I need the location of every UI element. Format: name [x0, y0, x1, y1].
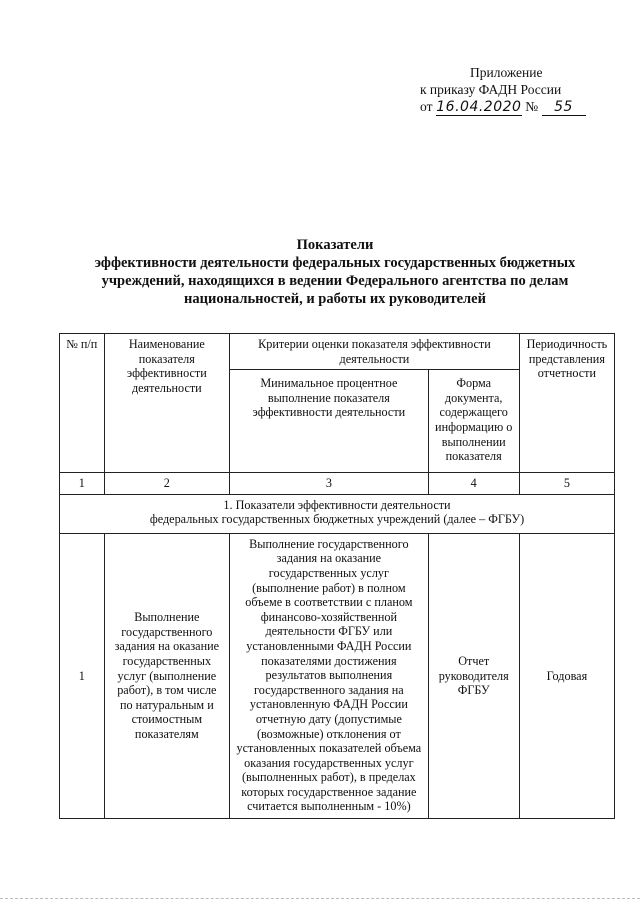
header-num: № п/п [60, 334, 105, 473]
appendix-order: к приказу ФАДН России [420, 82, 562, 97]
page-bottom-edge [0, 898, 640, 901]
header-name: Наименование показателя эффективности деятельности [104, 334, 230, 473]
title-line-2: эффективности деятельности федеральных государственных бюджетных [94, 255, 576, 271]
title-line-3: учреждений, находящихся в ведении Федерального агентства по делам [101, 273, 569, 289]
document-title [60, 236, 610, 308]
title-line-4: национальностей, и работы их руководителей [184, 291, 486, 307]
handwritten-date: 16.04.2020 [436, 99, 522, 115]
indicators-table [59, 333, 615, 819]
section-row [60, 494, 615, 533]
column-number: 4 [428, 473, 519, 495]
row-min-percent: Выполнение государственного задания на оказание государственных услуг (выполнение работ) в полном объеме в соответствии с планом финансово-хозяйственной деятельности ФГБУ или установленными ФАДН России показателями достижения результатов выполнения государственного задания на установленную ФАДН России отчетную дату (допустимые (возможные) отклонения от установленных показателей объема оказания государственных услуг (выполненных работ), в пределах которых государственное задание считается выполненным - 10%) [230, 533, 429, 818]
section-line-2: федеральных государственных бюджетных учреждений (далее – ФГБУ) [149, 512, 525, 527]
header-period: Периодичность представления отчетности [519, 334, 614, 473]
column-numbers-row [60, 473, 615, 495]
header-form: Форма документа, содержащего информацию о выполнении показателя [428, 370, 519, 473]
appendix-title: Приложение [470, 65, 543, 80]
row-name: Выполнение государственного задания на оказание государственных услуг (выполнение работ), в том числе по натуральным и стоимостным показателям [104, 533, 230, 818]
appendix-block [420, 64, 600, 116]
header-min-percent: Минимальное процентное выполнение показателя эффективности деятельности [230, 370, 429, 473]
row-period: Годовая [519, 533, 614, 818]
table-row [60, 533, 615, 818]
column-number: 5 [519, 473, 614, 495]
row-num: 1 [60, 533, 105, 818]
header-criteria: Критерии оценки показателя эффективности деятельности [230, 334, 520, 370]
column-number: 1 [60, 473, 105, 495]
title-line-1: Показатели [296, 237, 374, 253]
appendix-date-line [420, 98, 600, 116]
row-form: Отчет руководителя ФГБУ [428, 533, 519, 818]
section-header [60, 494, 615, 533]
column-number: 2 [104, 473, 230, 495]
handwritten-number: 55 [542, 100, 586, 116]
section-line-1: 1. Показатели эффективности деятельности [223, 497, 451, 512]
from-label: от [420, 99, 433, 114]
column-number: 3 [230, 473, 429, 495]
number-label: № [525, 99, 539, 114]
header-row [60, 334, 615, 370]
